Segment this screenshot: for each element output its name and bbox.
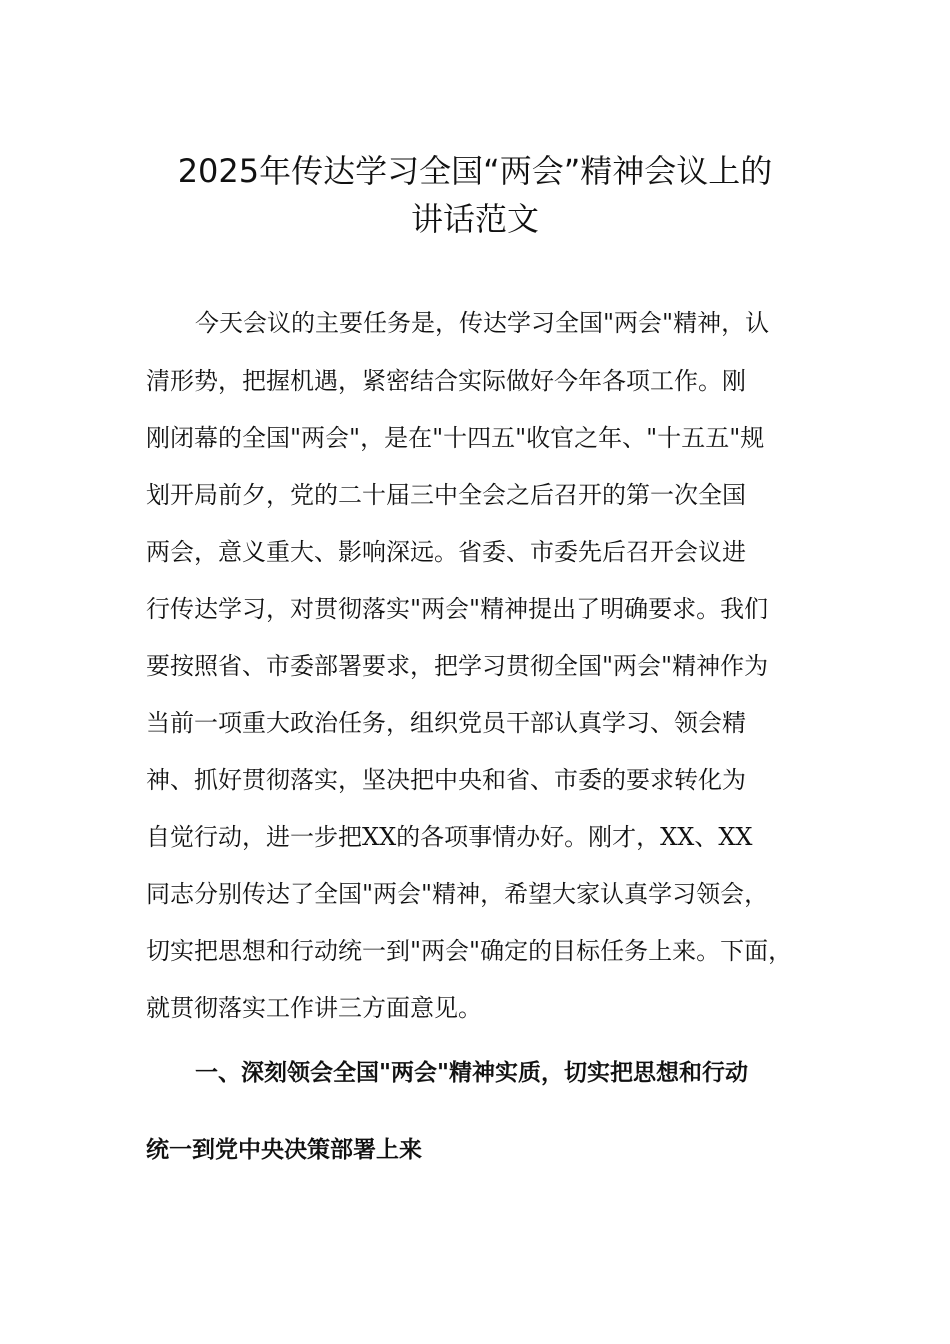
body-line: 切实把思想和行动统一到"两会"确定的目标任务上来。下面， — [146, 937, 793, 965]
body-line: 当前一项重大政治任务，组织党员干部认真学习、领会精 — [146, 709, 746, 737]
section-heading-line-2: 统一到党中央决策部署上来 — [146, 1137, 422, 1163]
body-line: 两会，意义重大、影响深远。省委、市委先后召开会议进 — [146, 538, 746, 566]
body-line: 刚闭幕的全国"两会"，是在"十四五"收官之年、"十五五"规 — [146, 424, 765, 452]
body-line: 行传达学习，对贯彻落实"两会"精神提出了明确要求。我们 — [146, 595, 769, 623]
body-line: 要按照省、市委部署要求，把学习贯彻全国"两会"精神作为 — [146, 652, 769, 680]
body-line: 清形势，把握机遇，紧密结合实际做好今年各项工作。刚 — [146, 367, 746, 395]
body-line: 神、抓好贯彻落实，坚决把中央和省、市委的要求转化为 — [146, 766, 746, 794]
document-title-line-2: 讲话范文 — [410, 200, 539, 238]
section-heading-line-1: 一、深刻领会全国"两会"精神实质，切实把思想和行动 — [195, 1060, 748, 1086]
body-line: 划开局前夕，党的二十届三中全会之后召开的第一次全国 — [146, 481, 746, 509]
body-line: 今天会议的主要任务是，传达学习全国"两会"精神，认 — [195, 309, 770, 337]
body-line: 就贯彻落实工作讲三方面意见。 — [146, 994, 482, 1022]
document-title-line-1: 2025年传达学习全国“两会”精神会议上的 — [177, 152, 773, 190]
body-line: 同志分别传达了全国"两会"精神，希望大家认真学习领会， — [146, 880, 769, 908]
body-line: 自觉行动，进一步把XX的各项事情办好。刚才，XX、XX — [146, 823, 753, 851]
